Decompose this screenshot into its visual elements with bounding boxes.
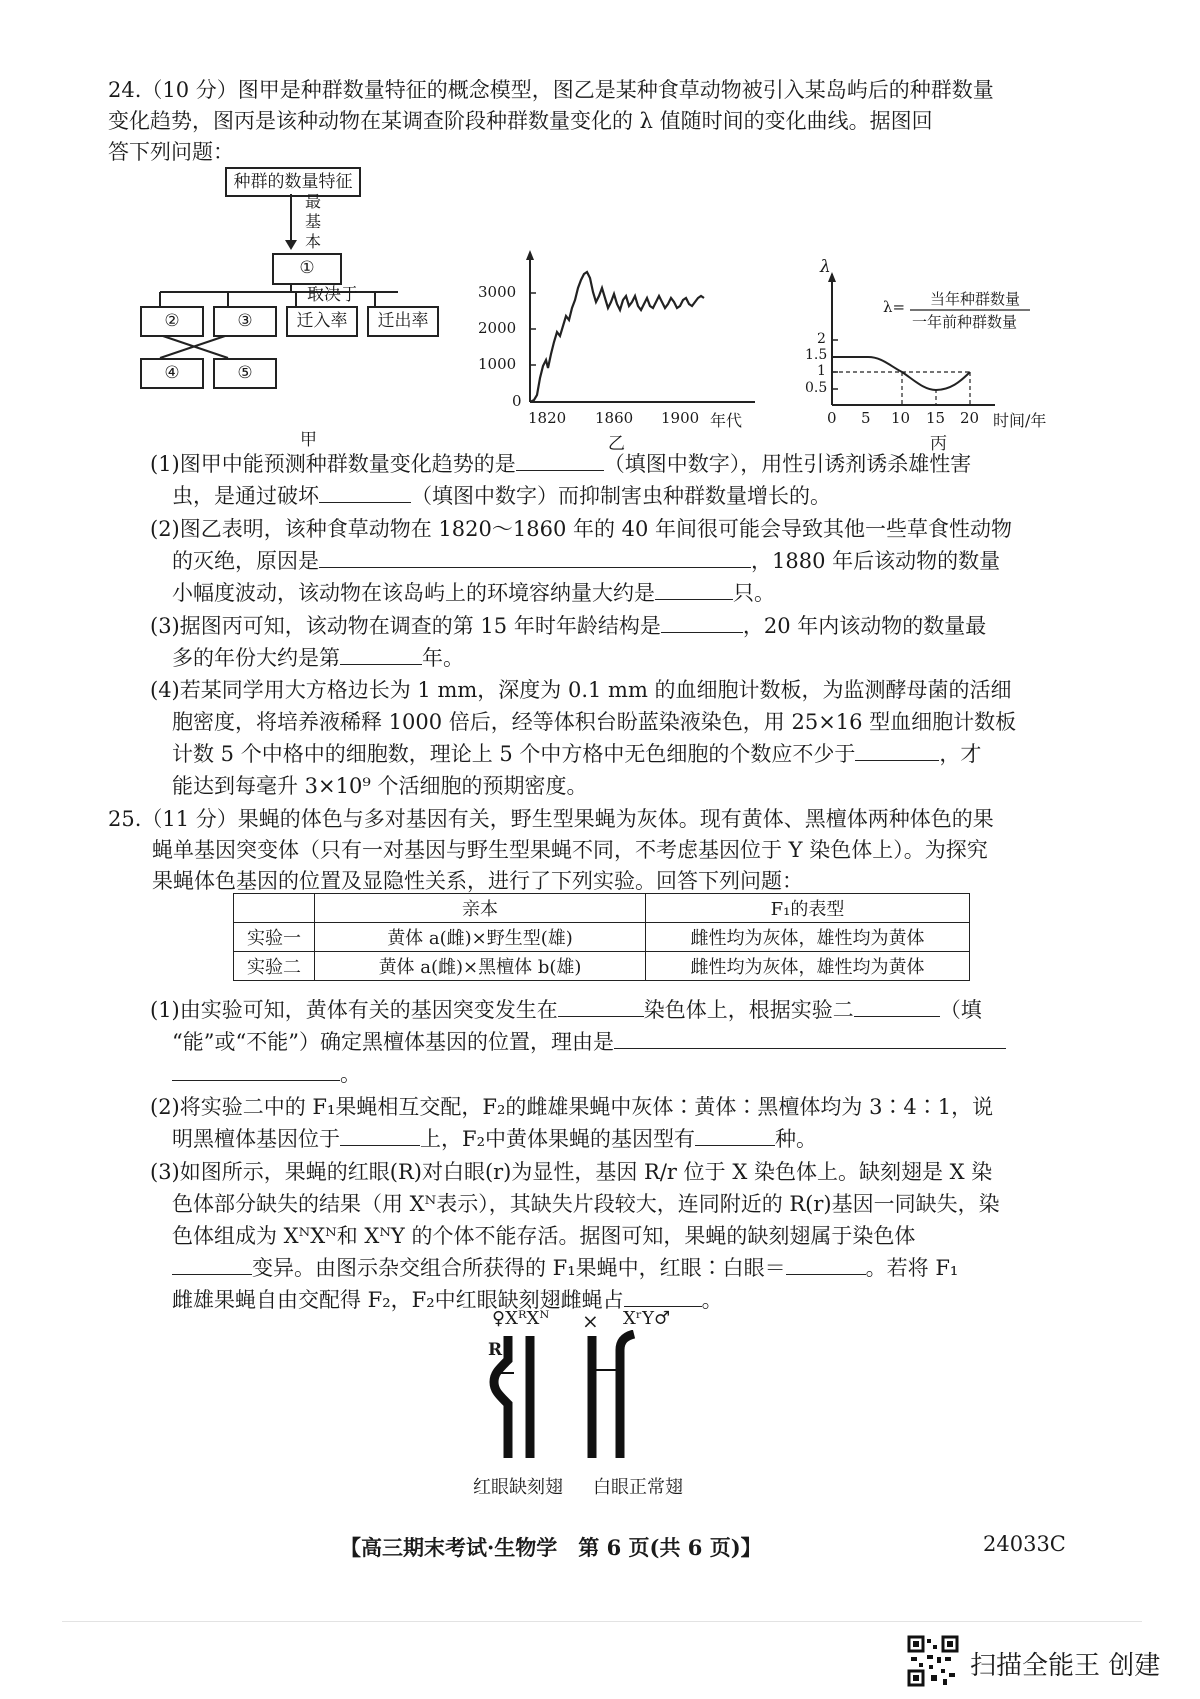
q25-sub3-text: 变异。由图示杂交组合所获得的 F₁果蝇中，红眼∶白眼＝ [252, 1256, 786, 1280]
table-header-cell [234, 894, 315, 923]
answer-blank[interactable] [172, 1060, 340, 1081]
answer-blank[interactable] [614, 1028, 1006, 1049]
q24-sub2-text: 小幅度波动，该动物在该岛屿上的环境容纳量大约是 [172, 581, 655, 605]
fig-jia-arrow-label [305, 192, 321, 252]
table-row [234, 923, 970, 952]
table-cell: 实验二 [234, 952, 315, 981]
fig-bing-caption: 丙 [930, 434, 947, 454]
q24-sub1-line2 [172, 482, 1162, 511]
q25-sub1-line2 [172, 1028, 1162, 1057]
answer-blank[interactable] [558, 996, 644, 1017]
q25-sub1-text: (1)由实验可知，黄体有关的基因突变发生在 [150, 998, 558, 1022]
q24-sub4-line1: (4)若某同学用大方格边长为 1 mm，深度为 0.1 mm 的血细胞计数板，为监测酵母菌的活细 [150, 678, 1012, 702]
experiment-table [233, 893, 970, 981]
caption-white-eye-normal-wing: 白眼正常翅 [593, 1477, 683, 1498]
fig-bing-formula-left: λ= [883, 298, 906, 316]
q25-sub1-line1 [150, 996, 1140, 1025]
q24-sub3-line1 [150, 612, 1140, 641]
q24-sub1-text: （填图中数字），用性引诱剂诱杀雄性害 [603, 452, 972, 476]
q25-intro-line: 蝇单基因突变体（只有一对基因与野生型果蝇不同，不考虑基因位于 Y 染色体上）。为探究 [152, 838, 988, 862]
fig-jia-decide-label: 取决于 [307, 285, 358, 305]
fig-bing-ytick: 0.5 [805, 380, 828, 396]
q24-sub1-line1 [150, 450, 1140, 479]
q24-sub3-line2 [172, 644, 1162, 673]
q25-sub3-text: 。若将 F₁ [865, 1256, 959, 1280]
table-cell: 雌性均为灰体，雄性均为黄体 [646, 952, 970, 981]
answer-blank[interactable] [661, 612, 743, 633]
q24-sub3-text: (3)据图丙可知，该动物在调查的第 15 年时年龄结构是 [150, 614, 661, 638]
fig-yi-xtick: 1820 [528, 409, 567, 427]
table-cell: 黄体 a(雌)×黑檀体 b(雄) [315, 952, 646, 981]
q24-intro-line: 24.（10 分）图甲是种群数量特征的概念模型，图乙是某种食草动物被引入某岛屿后的种群数量 [108, 78, 994, 102]
q25-sub1-text: 。 [340, 1062, 361, 1086]
q25-sub2-text: 明黑檀体基因位于 [172, 1127, 340, 1151]
q24-sub2-line2 [172, 547, 1162, 576]
divider [62, 1621, 1142, 1622]
q25-sub1-text: （填 [939, 998, 982, 1022]
fig-bing-xtick: 10 [891, 409, 911, 427]
table-cell: 实验一 [234, 923, 315, 952]
table-row [234, 952, 970, 981]
table-header-cell: F₁的表型 [646, 894, 970, 923]
fig-yi-ytick: 1000 [478, 355, 517, 373]
fig-jia-arrow-char: 本 [305, 232, 322, 251]
fig-jia-arrow-char: 基 [305, 212, 322, 231]
fig-jia-box-4: ④ [140, 358, 204, 389]
q24-sub2-text: 的灭绝，原因是 [172, 549, 319, 573]
fig-jia-arrow-char: 最 [305, 192, 322, 211]
fig-jia-box-immigration: 迁入率 [286, 306, 358, 337]
footer-code: 24033C [983, 1532, 1066, 1556]
male-genotype-label: XʳY♂ [623, 1308, 671, 1329]
q25-intro-line: 25.（11 分）果蝇的体色与多对基因有关，野生型果蝇为灰体。现有黄体、黑檀体两种体色的果 [108, 807, 994, 831]
fig-bing-ytick: 1 [817, 363, 826, 379]
q24-sub4-text: 计数 5 个中格中的细胞数，理论上 5 个中方格中无色细胞的个数应不少于 [172, 742, 856, 766]
fig-yi-caption: 乙 [608, 434, 625, 454]
fig-bing-xtick: 0 [827, 409, 837, 427]
q25-sub3-line2: 色体部分缺失的结果（用 Xᴺ表示），其缺失片段较大，连同附近的 R(r)基因一同缺失，染 [172, 1192, 1000, 1216]
q24-sub3-text: 年。 [422, 646, 464, 670]
answer-blank[interactable] [319, 482, 411, 503]
q24-sub4-line2: 胞密度，将培养液稀释 1000 倍后，经等体积台盼蓝染液染色，用 25×16 型血细胞计数板 [172, 710, 1017, 734]
q24-sub3-text: 多的年份大约是第 [172, 646, 340, 670]
fig-yi-xtick: 1900 [661, 409, 700, 427]
answer-blank[interactable] [786, 1254, 866, 1275]
fig-jia-box-1: ① [272, 253, 342, 285]
gene-r-label: r [615, 1354, 624, 1373]
q25-sub3-text: 。 [701, 1288, 723, 1312]
footer-title: 【高三期末考试·生物学 第 6 页(共 6 页)】 [340, 1535, 762, 1560]
fig-bing-xtick: 20 [960, 409, 980, 427]
fig-bing-formula-den: 一年前种群数量 [912, 313, 1018, 331]
answer-blank[interactable] [655, 579, 733, 600]
q24-sub2-line1: (2)图乙表明，该种食草动物在 1820～1860 年的 40 年间很可能会导致其他一些草食性动物 [150, 517, 1013, 541]
fig-bing-ytick: 1.5 [805, 347, 828, 363]
table-header-cell: 亲本 [315, 894, 646, 923]
caption-red-eye-notched-wing: 红眼缺刻翅 [473, 1477, 563, 1498]
fig-yi-ytick: 2000 [478, 319, 517, 337]
fig-jia-box-3: ③ [213, 306, 277, 337]
fig-yi-ytick: 3000 [478, 283, 517, 301]
q25-sub2-line2 [172, 1125, 1162, 1154]
fig-jia-caption: 甲 [300, 430, 317, 450]
q24-sub3-text: ，20 年内该动物的数量最 [742, 614, 987, 638]
cross-symbol: × [582, 1309, 599, 1333]
female-genotype-label: ♀XᴿXᴺ [492, 1308, 550, 1329]
q24-sub4-line3 [172, 740, 1162, 769]
q25-sub1-text: “能”或“不能”）确定黑檀体基因的位置，理由是 [172, 1030, 614, 1054]
fig-jia-box-5: ⑤ [213, 358, 277, 389]
q24-sub4-text: ，才 [939, 742, 982, 766]
q25-intro-line: 果蝇体色基因的位置及显隐性关系，进行了下列实验。回答下列问题： [152, 869, 803, 893]
fig-jia-box-emigration: 迁出率 [367, 306, 439, 337]
q25-sub3-line3: 色体组成为 XᴺXᴺ和 XᴺY 的个体不能存活。据图可知，果蝇的缺刻翅属于染色体 [172, 1224, 916, 1248]
table-cell: 黄体 a(雌)×野生型(雄) [315, 923, 646, 952]
q25-sub2-text: 种。 [775, 1127, 817, 1151]
answer-blank[interactable] [854, 996, 940, 1017]
qr-code-icon [907, 1635, 959, 1687]
q25-sub3-line4 [172, 1254, 1162, 1283]
answer-blank[interactable] [172, 1254, 252, 1275]
gene-R-label: R [488, 1340, 503, 1360]
fig-bing-ytick: 2 [817, 331, 826, 347]
q24-sub2-text: ，1880 年后该动物的数量 [751, 549, 1001, 573]
q24-sub2-line3 [172, 579, 1162, 608]
q25-sub1-text: 染色体上，根据实验二 [643, 998, 854, 1022]
fig-yi-ytick: 0 [512, 392, 522, 410]
q25-sub3-line1: (3)如图所示，果蝇的红眼(R)对白眼(r)为显性，基因 R/r 位于 X 染色体上。缺刻翅是 X 染 [150, 1160, 993, 1184]
answer-blank[interactable] [695, 1125, 775, 1146]
fig-bing-xunit: 时间/年 [993, 411, 1047, 430]
answer-blank[interactable] [340, 1125, 420, 1146]
fig-yi-xtick: 1860 [595, 409, 634, 427]
answer-blank[interactable] [319, 547, 751, 568]
fig-bing-lambda: λ [820, 257, 831, 277]
q24-sub4-line4: 能达到每毫升 3×10⁹ 个活细胞的预期密度。 [172, 774, 588, 798]
q25-sub2-line1: (2)将实验二中的 F₁果蝇相互交配，F₂的雌雄果蝇中灰体∶黄体∶黑檀体均为 3∶4∶1，说 [150, 1095, 994, 1119]
q25-sub2-text: 上，F₂中黄体果蝇的基因型有 [420, 1127, 695, 1151]
q24-sub2-text: 只。 [733, 581, 775, 605]
fig-jia-box-2: ② [140, 306, 204, 337]
table-header-row [234, 894, 970, 923]
q25-intro [108, 805, 994, 896]
watermark-text: 扫描全能王 创建 [970, 1651, 1161, 1681]
answer-blank[interactable] [340, 644, 422, 665]
table-cell: 雌性均为灰体，雄性均为黄体 [646, 923, 970, 952]
q24-sub1-text: 虫，是通过破坏 [172, 484, 319, 508]
fig-bing-formula-num: 当年种群数量 [930, 290, 1021, 308]
answer-blank[interactable] [624, 1286, 702, 1307]
q25-sub3-text: 雌雄果蝇自由交配得 F₂，F₂中红眼缺刻翅雌蝇占 [172, 1288, 624, 1312]
q24-sub1-text: (1)图甲中能预测种群数量变化趋势的是 [150, 452, 516, 476]
fig-bing-xtick: 5 [861, 409, 871, 427]
q25-sub1-line3 [172, 1060, 1162, 1089]
chromosome-drawing [470, 1330, 690, 1470]
q24-intro-line: 变化趋势，图丙是该种动物在某调查阶段种群数量变化的 λ 值随时间的变化曲线。据图回 [108, 109, 933, 133]
q24-intro [108, 76, 994, 167]
answer-blank[interactable] [516, 450, 604, 471]
q24-sub1-text: （填图中数字）而抑制害虫种群数量增长的。 [411, 484, 831, 508]
q24-intro-line: 答下列问题： [108, 140, 234, 164]
fig-yi-xunit: 年代 [710, 411, 743, 430]
fig-bing-xtick: 15 [926, 409, 946, 427]
answer-blank[interactable] [855, 740, 939, 761]
fig-jia-top-box: 种群的数量特征 [225, 167, 361, 197]
